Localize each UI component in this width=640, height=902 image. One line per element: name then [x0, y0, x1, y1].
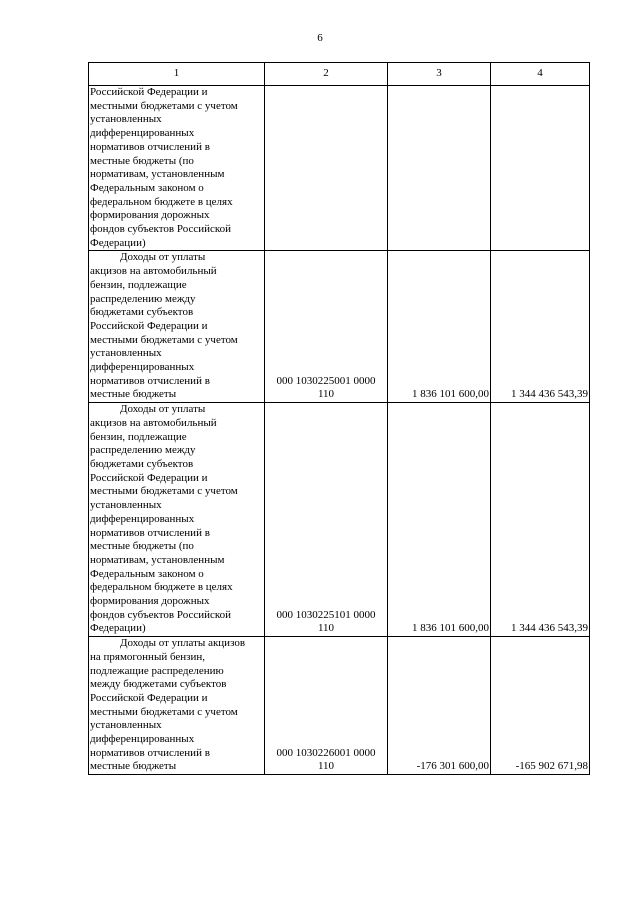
- description-line: местными бюджетами с учетом: [90, 333, 238, 346]
- description-line: распределению между: [90, 292, 196, 305]
- description-line: Российской Федерации и: [90, 691, 208, 704]
- table-row: [89, 403, 590, 637]
- column-header-3: 3: [388, 63, 491, 86]
- description-line: нормативов отчислений в: [90, 140, 210, 153]
- description-line: местными бюджетами с учетом: [90, 99, 238, 112]
- description-line: подлежащие распределению: [90, 664, 224, 677]
- description-line: установленных: [90, 719, 162, 732]
- row-description: [89, 86, 265, 251]
- description-line: акцизов на автомобильный: [90, 416, 217, 429]
- planned-amount: -176 301 600,00: [388, 637, 491, 775]
- budget-code: [265, 251, 388, 403]
- budget-code-line: 110: [317, 760, 335, 773]
- description-line: Доходы от уплаты: [120, 403, 206, 416]
- description-line: акцизов на автомобильный: [90, 265, 217, 278]
- description-line: Федеральным законом о: [90, 181, 204, 194]
- table-row: [89, 251, 590, 403]
- description-line: дифференцированных: [90, 512, 195, 525]
- description-line: Доходы от уплаты акцизов: [120, 637, 246, 650]
- row-description: [89, 251, 265, 403]
- description-line: бюджетами субъектов: [90, 306, 194, 319]
- table-row: [89, 637, 590, 775]
- description-line: дифференцированных: [90, 127, 195, 140]
- description-line: установленных: [90, 113, 162, 126]
- description-line: Федеральным законом о: [90, 567, 204, 580]
- actual-amount: 1 344 436 543,39: [491, 403, 590, 637]
- table-row: [89, 86, 590, 251]
- actual-amount: -165 902 671,98: [491, 637, 590, 775]
- description-line: фондов субъектов Российской: [90, 608, 232, 621]
- actual-amount: [491, 86, 590, 251]
- budget-table: [88, 62, 590, 775]
- table-body: [89, 86, 590, 775]
- description-line: нормативов отчислений в: [90, 374, 210, 387]
- budget-code-line: 000 1030225001 0000: [276, 374, 376, 387]
- column-header-1: 1: [89, 63, 265, 86]
- column-header-2: 2: [265, 63, 388, 86]
- description-line: Доходы от уплаты: [120, 251, 206, 264]
- planned-amount: [388, 86, 491, 251]
- budget-code-line: 000 1030226001 0000: [276, 746, 376, 759]
- row-description: [89, 403, 265, 637]
- budget-code-line: 110: [317, 388, 335, 401]
- column-header-4: 4: [491, 63, 590, 86]
- page-number: 6: [317, 32, 323, 44]
- description-line: распределению между: [90, 444, 196, 457]
- description-line: дифференцированных: [90, 733, 195, 746]
- description-line: нормативов отчислений в: [90, 526, 210, 539]
- description-line: нормативам, установленным: [90, 168, 225, 181]
- description-line: федеральном бюджете в целях: [90, 581, 233, 594]
- budget-code: [265, 403, 388, 637]
- description-line: на прямогонный бензин,: [90, 650, 206, 663]
- description-line: Федерации): [90, 236, 146, 249]
- row-description: [89, 637, 265, 775]
- description-line: фондов субъектов Российской: [90, 223, 232, 236]
- description-line: Российской Федерации и: [90, 471, 208, 484]
- description-line: между бюджетами субъектов: [90, 678, 227, 691]
- description-line: установленных: [90, 347, 162, 360]
- description-line: дифференцированных: [90, 361, 195, 374]
- description-line: бюджетами субъектов: [90, 457, 194, 470]
- description-line: местными бюджетами с учетом: [90, 705, 238, 718]
- budget-code-line: 110: [317, 622, 335, 635]
- description-line: бензин, подлежащие: [90, 278, 187, 291]
- description-line: нормативов отчислений в: [90, 746, 210, 759]
- description-line: Федерации): [90, 622, 146, 635]
- description-line: установленных: [90, 499, 162, 512]
- budget-code: [265, 86, 388, 251]
- planned-amount: 1 836 101 600,00: [388, 403, 491, 637]
- table-header-row: [89, 63, 590, 86]
- description-line: местные бюджеты (по: [90, 540, 194, 553]
- description-line: формирования дорожных: [90, 595, 210, 608]
- description-line: формирования дорожных: [90, 209, 210, 222]
- description-line: Российской Федерации и: [90, 86, 208, 98]
- planned-amount: 1 836 101 600,00: [388, 251, 491, 403]
- description-line: Российской Федерации и: [90, 319, 208, 332]
- description-line: федеральном бюджете в целях: [90, 195, 233, 208]
- description-line: местные бюджеты: [90, 760, 177, 773]
- budget-code: [265, 637, 388, 775]
- description-line: местные бюджеты (по: [90, 154, 194, 167]
- description-line: нормативам, установленным: [90, 553, 225, 566]
- description-line: бензин, подлежащие: [90, 430, 187, 443]
- description-line: местные бюджеты: [90, 388, 177, 401]
- actual-amount: 1 344 436 543,39: [491, 251, 590, 403]
- budget-code-line: 000 1030225101 0000: [276, 608, 376, 621]
- description-line: местными бюджетами с учетом: [90, 485, 238, 498]
